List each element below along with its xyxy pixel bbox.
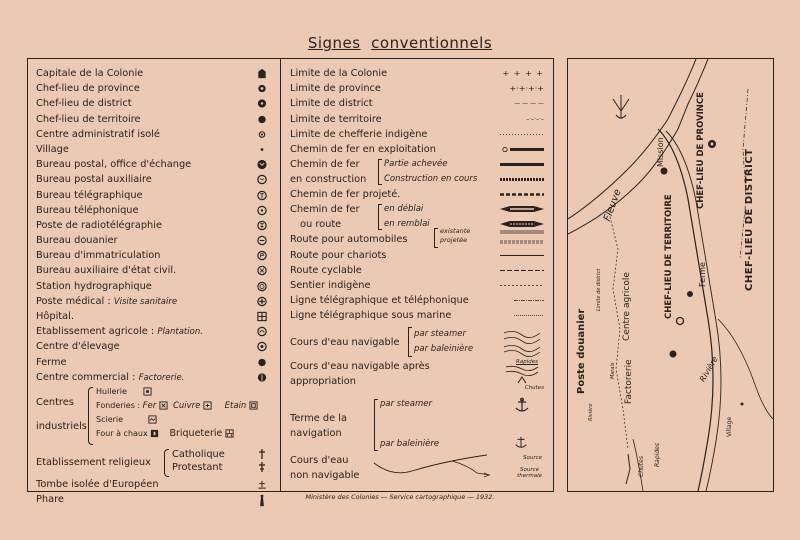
legend-row: Sentier indigène	[290, 278, 546, 293]
hospital-icon	[256, 311, 268, 322]
legend-row: Bureau téléphonique	[36, 203, 272, 218]
map-label-mission: Mission	[656, 137, 665, 167]
post-office-icon	[256, 159, 268, 170]
telephone-icon	[256, 205, 268, 216]
map-label-river-2: Rivière	[588, 403, 594, 421]
legend-row: Tombe isolée d'Européen	[36, 477, 272, 492]
industrial-brace	[88, 387, 93, 445]
steamer-river-symbol	[502, 327, 542, 357]
navigation-term-block: Terme de la navigation par steamer par baleinière	[290, 395, 546, 453]
navigable-block: Cours d'eau navigable par steamer par baleinière	[290, 325, 546, 359]
telegraph-icon	[256, 190, 268, 201]
legend-row: Phare	[36, 492, 272, 507]
catholic-cross-icon	[257, 448, 267, 460]
copper-foundry-icon	[203, 401, 212, 410]
map-label-farm: Ferme	[698, 262, 707, 287]
medical-icon	[256, 296, 268, 307]
legend-row: Bureau auxiliaire d'état civil.	[36, 263, 272, 278]
submarine-cable-line	[514, 313, 544, 318]
iron-foundry-icon	[159, 401, 168, 410]
tin-foundry-icon	[249, 401, 258, 410]
legend-row: Limite de province +·+·+·+	[290, 83, 544, 95]
industrial-block: Centres industriels Huilerie Fonderies : Fer Cuivre Etain Scierie Four à chaux Briqueterie	[36, 385, 272, 447]
page-title: Signes conventionnels	[307, 34, 493, 52]
legend-row: Centre administratif isolé	[36, 127, 272, 142]
map-label-district-capital: CHEF-LIEU DE DISTRICT	[744, 148, 755, 291]
map-label-chutes: Chutes	[638, 456, 645, 477]
map-label-fleuve: Fleuve	[602, 187, 624, 223]
map-label-factorerie: Factorerie	[624, 359, 634, 404]
legend-row: Poste de radiotélégraphie	[36, 218, 272, 233]
non-navigable-river-line	[372, 453, 502, 479]
auto-road-existing-line	[500, 230, 544, 234]
legend-row: Limite de district — — — —	[290, 98, 544, 110]
non-navigable-block: Cours d'eau non navigable Source Source thermale	[290, 455, 542, 482]
civil-registry-icon	[256, 265, 268, 276]
legend-row: Centre d'élevage	[36, 339, 272, 354]
legend-row: Ligne télégraphique sous marine	[290, 308, 546, 323]
column-divider	[280, 59, 281, 491]
legend-row: Station hydrographique	[36, 279, 272, 294]
appropriation-block: Cours d'eau navigable après appropriation Rapides Chutes	[290, 359, 544, 392]
village-icon	[256, 144, 268, 155]
legend-row: Limite de chefferie indigène	[290, 127, 546, 142]
cycle-road-line	[500, 268, 544, 273]
breeding-icon	[256, 341, 268, 352]
legend-row: Centre commercial : Factorerie.	[36, 370, 272, 385]
chiefdom-boundary-line	[500, 132, 544, 137]
legend-right-column	[290, 66, 546, 485]
legend-row: Ligne télégraphique et téléphonique	[290, 293, 546, 308]
map-label-district-limit: Limite de district	[596, 268, 602, 311]
religious-brace	[164, 449, 169, 477]
legend-row: Bureau postal, office d'échange	[36, 157, 272, 172]
cutting-line	[500, 205, 544, 213]
territory-capital-icon	[256, 114, 268, 125]
sample-map	[567, 58, 774, 492]
admin-centre-icon	[256, 129, 268, 140]
map-label-territory-capital: CHEF-LIEU DE TERRITOIRE	[664, 194, 674, 319]
legend-row: Ferme	[36, 355, 272, 370]
customs-icon	[256, 235, 268, 246]
legend-row: Chef-lieu de territoire	[36, 112, 272, 127]
anchor-steamer-icon	[514, 397, 530, 413]
legend-row: Etablissement agricole : Plantation.	[36, 324, 272, 339]
embankment-line	[500, 220, 544, 228]
brickworks-icon	[225, 429, 234, 438]
auto-road-block: Route pour automobiles existante projetée	[290, 232, 546, 247]
map-label-village: Village	[726, 416, 733, 437]
tomb-icon	[256, 479, 268, 490]
legend-row: Limite de la Colonie + + + +	[290, 68, 544, 79]
cart-road-line	[500, 253, 544, 258]
legend-left-column	[36, 66, 272, 507]
map-label-river: Rivière	[698, 354, 720, 384]
legend-row: Poste médical : Visite sanitaire	[36, 294, 272, 309]
rail-built-line	[500, 162, 544, 167]
legend-row: Village	[36, 142, 272, 157]
lime-kiln-icon	[150, 429, 159, 438]
commercial-icon	[256, 372, 268, 383]
protestant-cross-icon	[257, 461, 267, 473]
road-block: Chemin de fer ou route en déblai en remblai	[290, 202, 546, 232]
legend-row: Bureau d'immatriculation	[36, 248, 272, 263]
legend-row: Chemin de fer projeté.	[290, 187, 546, 202]
map-label-rapides: Rapides	[654, 443, 661, 467]
map-label-province-capital: CHEF-LIEU DE PROVINCE	[696, 92, 706, 209]
religious-block: Etablissement religieux Catholique Protestant	[36, 447, 272, 477]
map-label-agricultural: Centre agricole	[622, 272, 632, 341]
legend-row: Route cyclable	[290, 263, 546, 278]
legend-row: Chef-lieu de province	[36, 81, 272, 96]
anchor-whaleboat-icon	[514, 435, 528, 449]
sawmill-icon	[148, 415, 157, 424]
legend-row: Bureau douanier	[36, 233, 272, 248]
province-capital-icon	[256, 83, 268, 94]
legend-row: Hôpital.	[36, 309, 272, 324]
rail-project-line	[500, 192, 544, 197]
legend-row: Chemin de fer en exploitation	[290, 142, 546, 157]
legend-row: Bureau postal auxiliaire	[36, 172, 272, 187]
legend-row: Route pour chariots	[290, 248, 546, 263]
aux-post-icon	[256, 174, 268, 185]
auto-road-project-line	[500, 240, 544, 244]
farm-icon	[256, 357, 268, 368]
legend-row: Capitale de la Colonie	[36, 66, 272, 81]
telegraph-line	[514, 298, 544, 303]
footer-credit: Ministère des Colonies — Service cartographique — 1932.	[305, 493, 495, 501]
rail-construction-line	[500, 177, 544, 182]
oil-mill-icon	[143, 387, 152, 396]
colony-capital-icon	[256, 68, 268, 79]
legend-row: Bureau télégraphique	[36, 188, 272, 203]
railway-line	[500, 147, 544, 152]
district-capital-icon	[256, 98, 268, 109]
rail-construction-block: Chemin de fer en construction Partie achevée Construction en cours	[290, 157, 546, 187]
legend-row: Chef-lieu de district	[36, 96, 272, 111]
map-label-customs: Poste douanier	[576, 308, 587, 394]
map-label-marsh: Marais	[610, 362, 616, 379]
registration-icon	[256, 250, 268, 261]
legend-row: Limite de territoire –·–·–·–	[290, 113, 544, 125]
agricultural-icon	[256, 326, 268, 337]
hydro-station-icon	[256, 281, 268, 292]
radio-icon	[256, 220, 268, 231]
footpath-line	[500, 283, 544, 288]
